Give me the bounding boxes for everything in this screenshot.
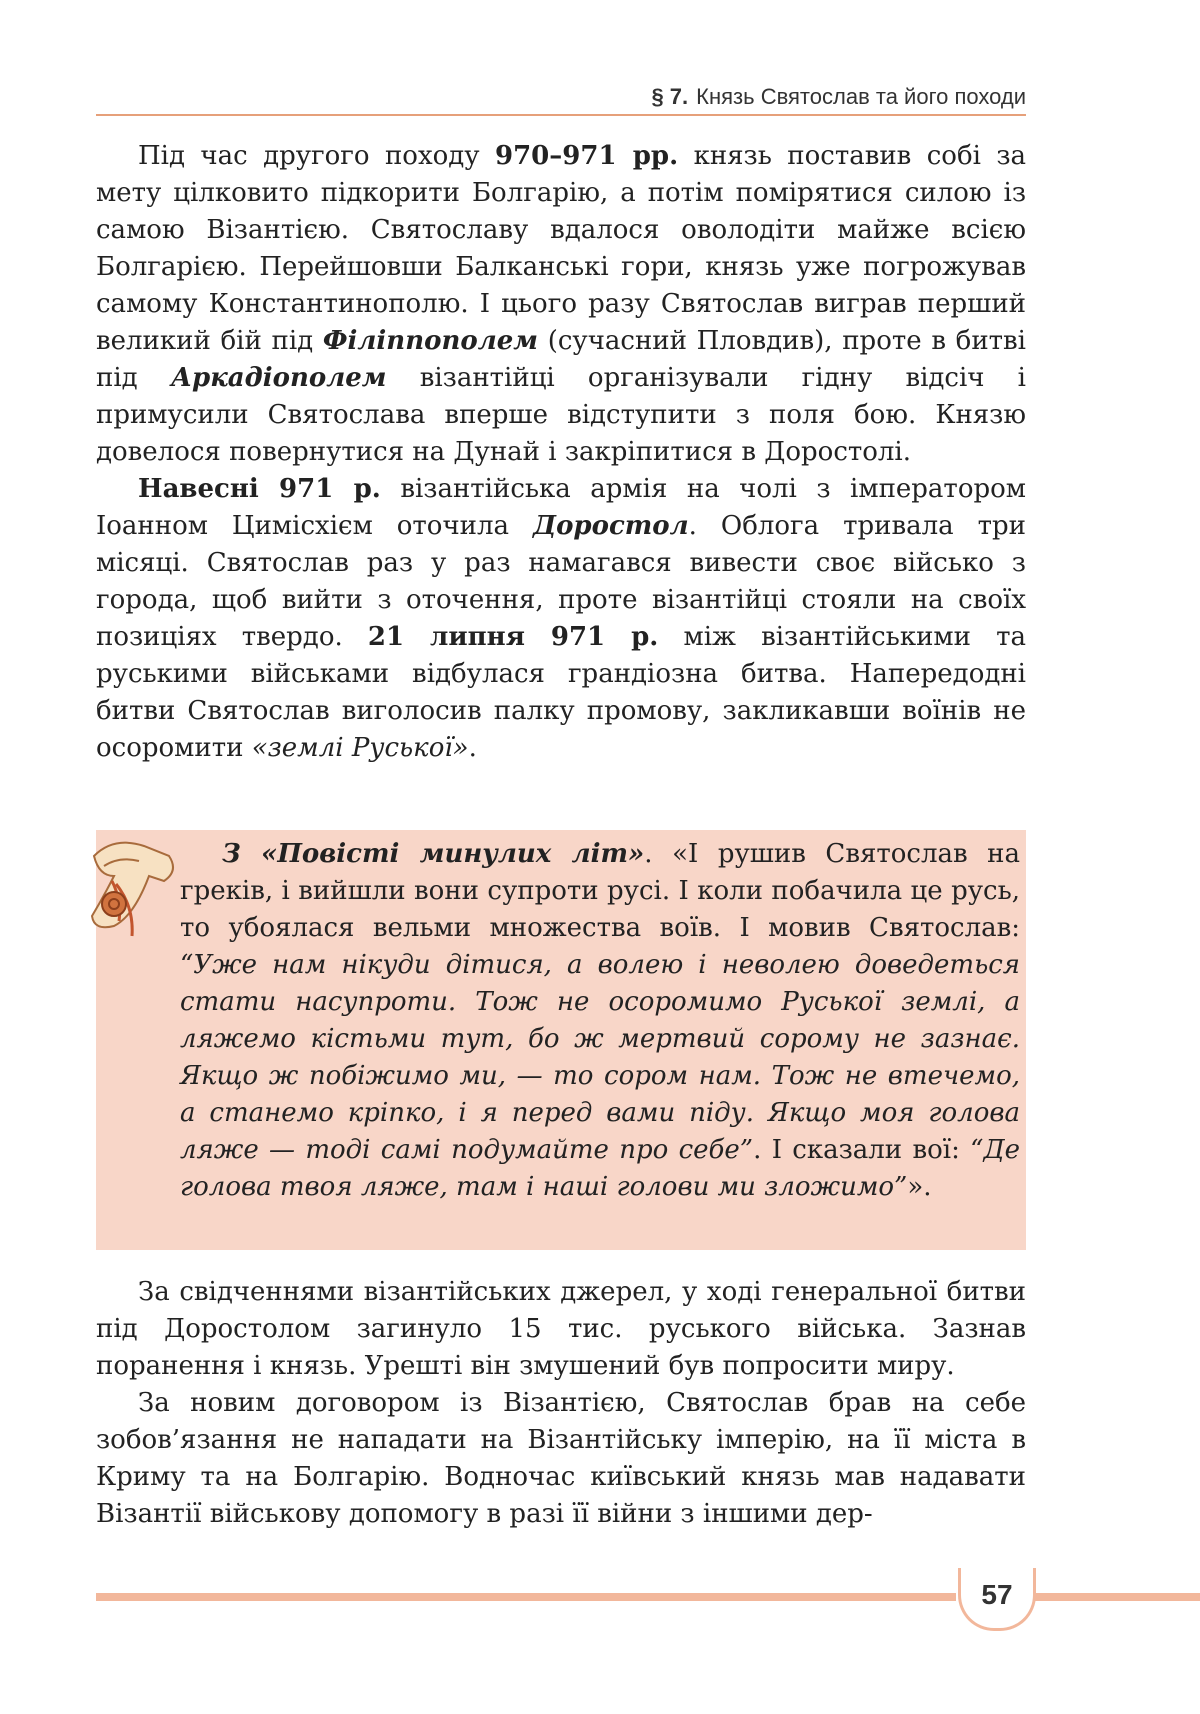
chapter-title: Князь Святослав та його походи xyxy=(696,84,1026,109)
footer-rule xyxy=(96,1593,956,1601)
footer-rule-right xyxy=(1030,1593,1200,1601)
header-rule xyxy=(96,114,1026,116)
paragraph-1: Під час другого походу 970–971 рр. князь поставив собі за мету цілковито підкорити Болгарію, а потім помірятися силою із самою Візантією. Святославу вдалося оволодіти майже всією Болгарією. Перейшовши Балканські гори, князь уже погрожував самому Константинополю. І цього разу Святослав виграв перший великий бій під Філіппополем (сучасний Пловдив), проте в битві під Аркадіополем візантійці організували гідну відсіч і примусили Святослава вперше відступити з поля бою. Князю довелося повернутися на Дунай і закріпитися в Доростолі. xyxy=(96,141,1027,467)
scroll-icon xyxy=(74,826,184,956)
running-header xyxy=(96,84,1026,112)
quote-source: З «Повісті минулих літ» xyxy=(222,839,645,869)
page-number: 57 xyxy=(958,1568,1036,1631)
main-text-top xyxy=(96,138,1026,767)
paragraph-4: За новим договором із Візантією, Святослав брав на себе зобов’язання не нападати на Візантійську імперію, на її міста в Криму та на Болгарію. Водночас київський князь мав надавати Візантії військову допомогу в разі її війни з іншими дер- xyxy=(96,1388,1026,1529)
chronicle-quote xyxy=(180,836,1020,1206)
main-text-bottom xyxy=(96,1274,1026,1533)
quote-paragraph: З «Повісті минулих літ». «І рушив Святослав на греків, і вийшли вони супроти русі. І коли побачила це русь, то убоялася вельми множества воїв. І мовив Святослав: “Уже нам нікуди дітися, а волею і неволею доведеться стати насупроти. Тож не осоромимо Руської землі, а ляжемо кістьми тут, бо ж мертвий сорому не зазнає. Якщо ж побіжимо ми, — то сором нам. Тож не втечемо, а станемо кріпко, і я перед вами піду. Якщо моя голова ляже — тоді самі подумайте про себе”. І сказали вої: “Де голова твоя ляже, там і наші голови ми зложимо”». xyxy=(180,839,1020,1202)
paragraph-3: За свідченнями візантійських джерел, у ході генеральної битви під Доростолом загинуло 15 тис. руського війська. Зазнав поранення і князь. Урешті він змушений був попросити миру. xyxy=(96,1277,1026,1381)
section-number: § 7. xyxy=(651,84,689,109)
paragraph-2: Навесні 971 р. візантійська армія на чолі з імператором Іоанном Цимісхієм оточила Доростол. Облога тривала три місяці. Святослав раз у раз намагався вивести своє військо з города, щоб вийти з оточення, проте візантійці стояли на своїх позиціях твердо. 21 липня 971 р. між візантійськими та руськими військами відбулася грандіозна битва. Напередодні битви Святослав виголосив палку промову, закликавши воїнів не осоромити «землі Руської». xyxy=(96,474,1026,763)
